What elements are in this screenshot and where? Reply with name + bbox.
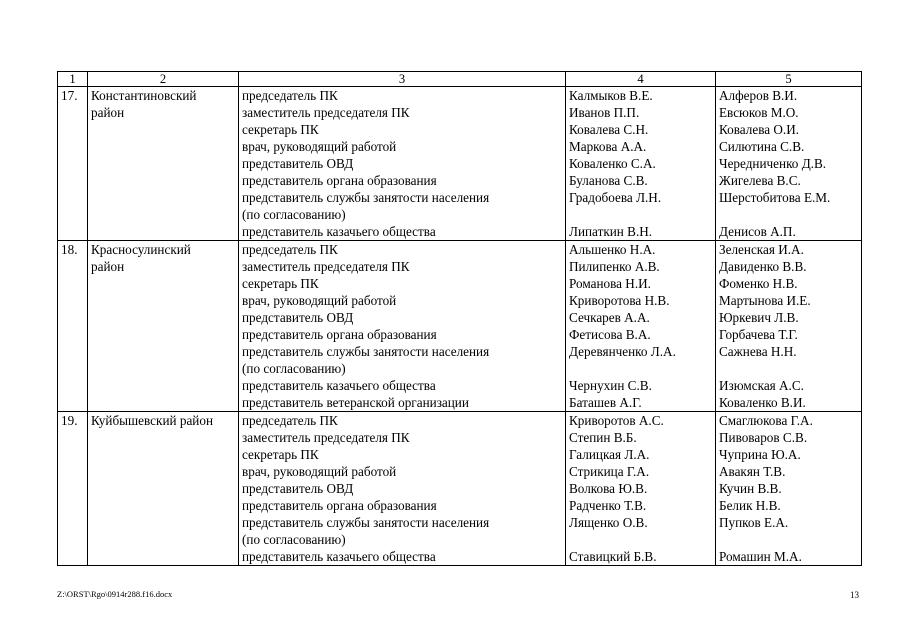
member-name bbox=[719, 360, 858, 377]
role-line: представитель органа образования bbox=[242, 498, 437, 513]
role-line: представитель казачьего общества bbox=[242, 549, 436, 564]
member-name: Волкова Ю.В. bbox=[569, 481, 648, 496]
member-cell-col5 bbox=[716, 87, 862, 241]
member-name bbox=[569, 360, 712, 377]
member-name: Смаглюкова Г.А. bbox=[719, 413, 813, 428]
member-name: Кучин В.В. bbox=[719, 481, 782, 496]
member-name: Коваленко В.И. bbox=[719, 395, 806, 410]
member-name: Пупков Е.А. bbox=[719, 515, 789, 530]
member-name: Баташев А.Г. bbox=[569, 395, 642, 410]
member-name: Лященко О.В. bbox=[569, 515, 648, 530]
member-name: Фетисова В.А. bbox=[569, 327, 651, 342]
member-name: Авакян Т.В. bbox=[719, 464, 786, 479]
member-name: Криворотова Н.В. bbox=[569, 293, 670, 308]
member-name bbox=[719, 206, 858, 223]
role-line: (по согласованию) bbox=[242, 532, 346, 547]
role-line: представитель ОВД bbox=[242, 310, 354, 325]
role-line: председатель ПК bbox=[242, 242, 338, 257]
col-header-4: 4 bbox=[566, 72, 716, 87]
member-name: Альшенко Н.А. bbox=[569, 242, 656, 257]
member-name: Евсюков М.О. bbox=[719, 105, 799, 120]
member-name: Стрикица Г.А. bbox=[569, 464, 650, 479]
district-line: район bbox=[91, 105, 125, 120]
role-line: врач, руководящий работой bbox=[242, 464, 397, 479]
member-name: Иванов П.П. bbox=[569, 105, 640, 120]
member-name: Горбачева Т.Г. bbox=[719, 327, 798, 342]
member-cell-col4 bbox=[566, 87, 716, 241]
col-header-3: 3 bbox=[239, 72, 566, 87]
commission-table bbox=[57, 71, 862, 566]
row-number: 19. bbox=[58, 412, 88, 566]
member-name: Коваленко С.А. bbox=[569, 156, 656, 171]
member-name: Белик Н.В. bbox=[719, 498, 781, 513]
member-name: Фоменко Н.В. bbox=[719, 276, 798, 291]
member-name: Ковалева С.Н. bbox=[569, 122, 649, 137]
member-name: Алферов В.И. bbox=[719, 88, 798, 103]
member-name: Деревянченко Л.А. bbox=[569, 344, 676, 359]
member-name: Калмыков В.Е. bbox=[569, 88, 653, 103]
role-line: (по согласованию) bbox=[242, 361, 346, 376]
row-number: 17. bbox=[58, 87, 88, 241]
role-line: секретарь ПК bbox=[242, 276, 319, 291]
member-name bbox=[719, 531, 858, 548]
member-name bbox=[569, 206, 712, 223]
district-line: район bbox=[91, 259, 125, 274]
member-name: Ромашин М.А. bbox=[719, 549, 802, 564]
role-line: представитель ОВД bbox=[242, 481, 354, 496]
member-name: Денисов А.П. bbox=[719, 224, 796, 239]
roles-cell bbox=[239, 87, 566, 241]
role-line: представитель службы занятости населения bbox=[242, 515, 490, 530]
role-line: заместитель председателя ПК bbox=[242, 430, 410, 445]
member-name: Давиденко В.В. bbox=[719, 259, 807, 274]
member-name: Радченко Т.В. bbox=[569, 498, 647, 513]
table-row bbox=[58, 87, 862, 241]
role-line: представитель органа образования bbox=[242, 327, 437, 342]
role-line: заместитель председателя ПК bbox=[242, 105, 410, 120]
member-name: Шерстобитова Е.М. bbox=[719, 190, 831, 205]
member-name: Сечкарев А.А. bbox=[569, 310, 650, 325]
member-name: Изюмская А.С. bbox=[719, 378, 804, 393]
role-line: председатель ПК bbox=[242, 88, 338, 103]
role-line: председатель ПК bbox=[242, 413, 338, 428]
footer-file-path: Z:\ORST\Rgo\0914r288.f16.docx bbox=[57, 589, 173, 599]
member-name: Буланова С.В. bbox=[569, 173, 648, 188]
member-name: Криворотов А.С. bbox=[569, 413, 664, 428]
member-name: Галицкая Л.А. bbox=[569, 447, 650, 462]
role-line: секретарь ПК bbox=[242, 122, 319, 137]
member-name: Мартынова И.Е. bbox=[719, 293, 811, 308]
col-header-2: 2 bbox=[88, 72, 239, 87]
district-line: Красносулинский bbox=[91, 242, 191, 257]
member-cell-col4 bbox=[566, 412, 716, 566]
member-name: Зеленская И.А. bbox=[719, 242, 804, 257]
role-line: представитель ОВД bbox=[242, 156, 354, 171]
role-line: врач, руководящий работой bbox=[242, 139, 397, 154]
role-line: (по согласованию) bbox=[242, 207, 346, 222]
member-name: Пилипенко А.В. bbox=[569, 259, 660, 274]
district-cell bbox=[88, 87, 239, 241]
district-line: Константиновский bbox=[91, 88, 197, 103]
member-name: Сажнева Н.Н. bbox=[719, 344, 797, 359]
role-line: представитель казачьего общества bbox=[242, 378, 436, 393]
member-name: Липаткин В.Н. bbox=[569, 224, 653, 239]
member-cell-col5 bbox=[716, 241, 862, 412]
member-name: Романова Н.И. bbox=[569, 276, 651, 291]
col-header-5: 5 bbox=[716, 72, 862, 87]
member-cell-col4 bbox=[566, 241, 716, 412]
member-name: Чередниченко Д.В. bbox=[719, 156, 827, 171]
role-line: представитель службы занятости населения bbox=[242, 344, 490, 359]
member-name: Юркевич Л.В. bbox=[719, 310, 799, 325]
district-cell bbox=[88, 412, 239, 566]
member-name: Чернухин С.В. bbox=[569, 378, 652, 393]
member-name: Ставицкий Б.В. bbox=[569, 549, 657, 564]
member-name: Степин В.Б. bbox=[569, 430, 637, 445]
role-line: секретарь ПК bbox=[242, 447, 319, 462]
roles-cell bbox=[239, 412, 566, 566]
role-line: представитель службы занятости населения bbox=[242, 190, 490, 205]
member-name: Маркова А.А. bbox=[569, 139, 647, 154]
col-header-1: 1 bbox=[58, 72, 88, 87]
row-number: 18. bbox=[58, 241, 88, 412]
member-name: Силютина С.В. bbox=[719, 139, 805, 154]
roles-cell bbox=[239, 241, 566, 412]
member-name bbox=[569, 531, 712, 548]
member-name: Градобоева Л.Н. bbox=[569, 190, 662, 205]
member-cell-col5 bbox=[716, 412, 862, 566]
district-line: Куйбышевский район bbox=[91, 413, 214, 428]
header-row bbox=[58, 72, 862, 87]
member-name: Жигелева В.С. bbox=[719, 173, 801, 188]
member-name: Ковалева О.И. bbox=[719, 122, 800, 137]
district-cell bbox=[88, 241, 239, 412]
role-line: врач, руководящий работой bbox=[242, 293, 397, 308]
role-line: представитель ветеранской организации bbox=[242, 395, 469, 410]
role-line: представитель казачьего общества bbox=[242, 224, 436, 239]
member-name: Чуприна Ю.А. bbox=[719, 447, 801, 462]
role-line: заместитель председателя ПК bbox=[242, 259, 410, 274]
member-name: Пивоваров С.В. bbox=[719, 430, 808, 445]
page-number: 13 bbox=[850, 590, 859, 600]
role-line: представитель органа образования bbox=[242, 173, 437, 188]
table-row bbox=[58, 241, 862, 412]
table-row bbox=[58, 412, 862, 566]
